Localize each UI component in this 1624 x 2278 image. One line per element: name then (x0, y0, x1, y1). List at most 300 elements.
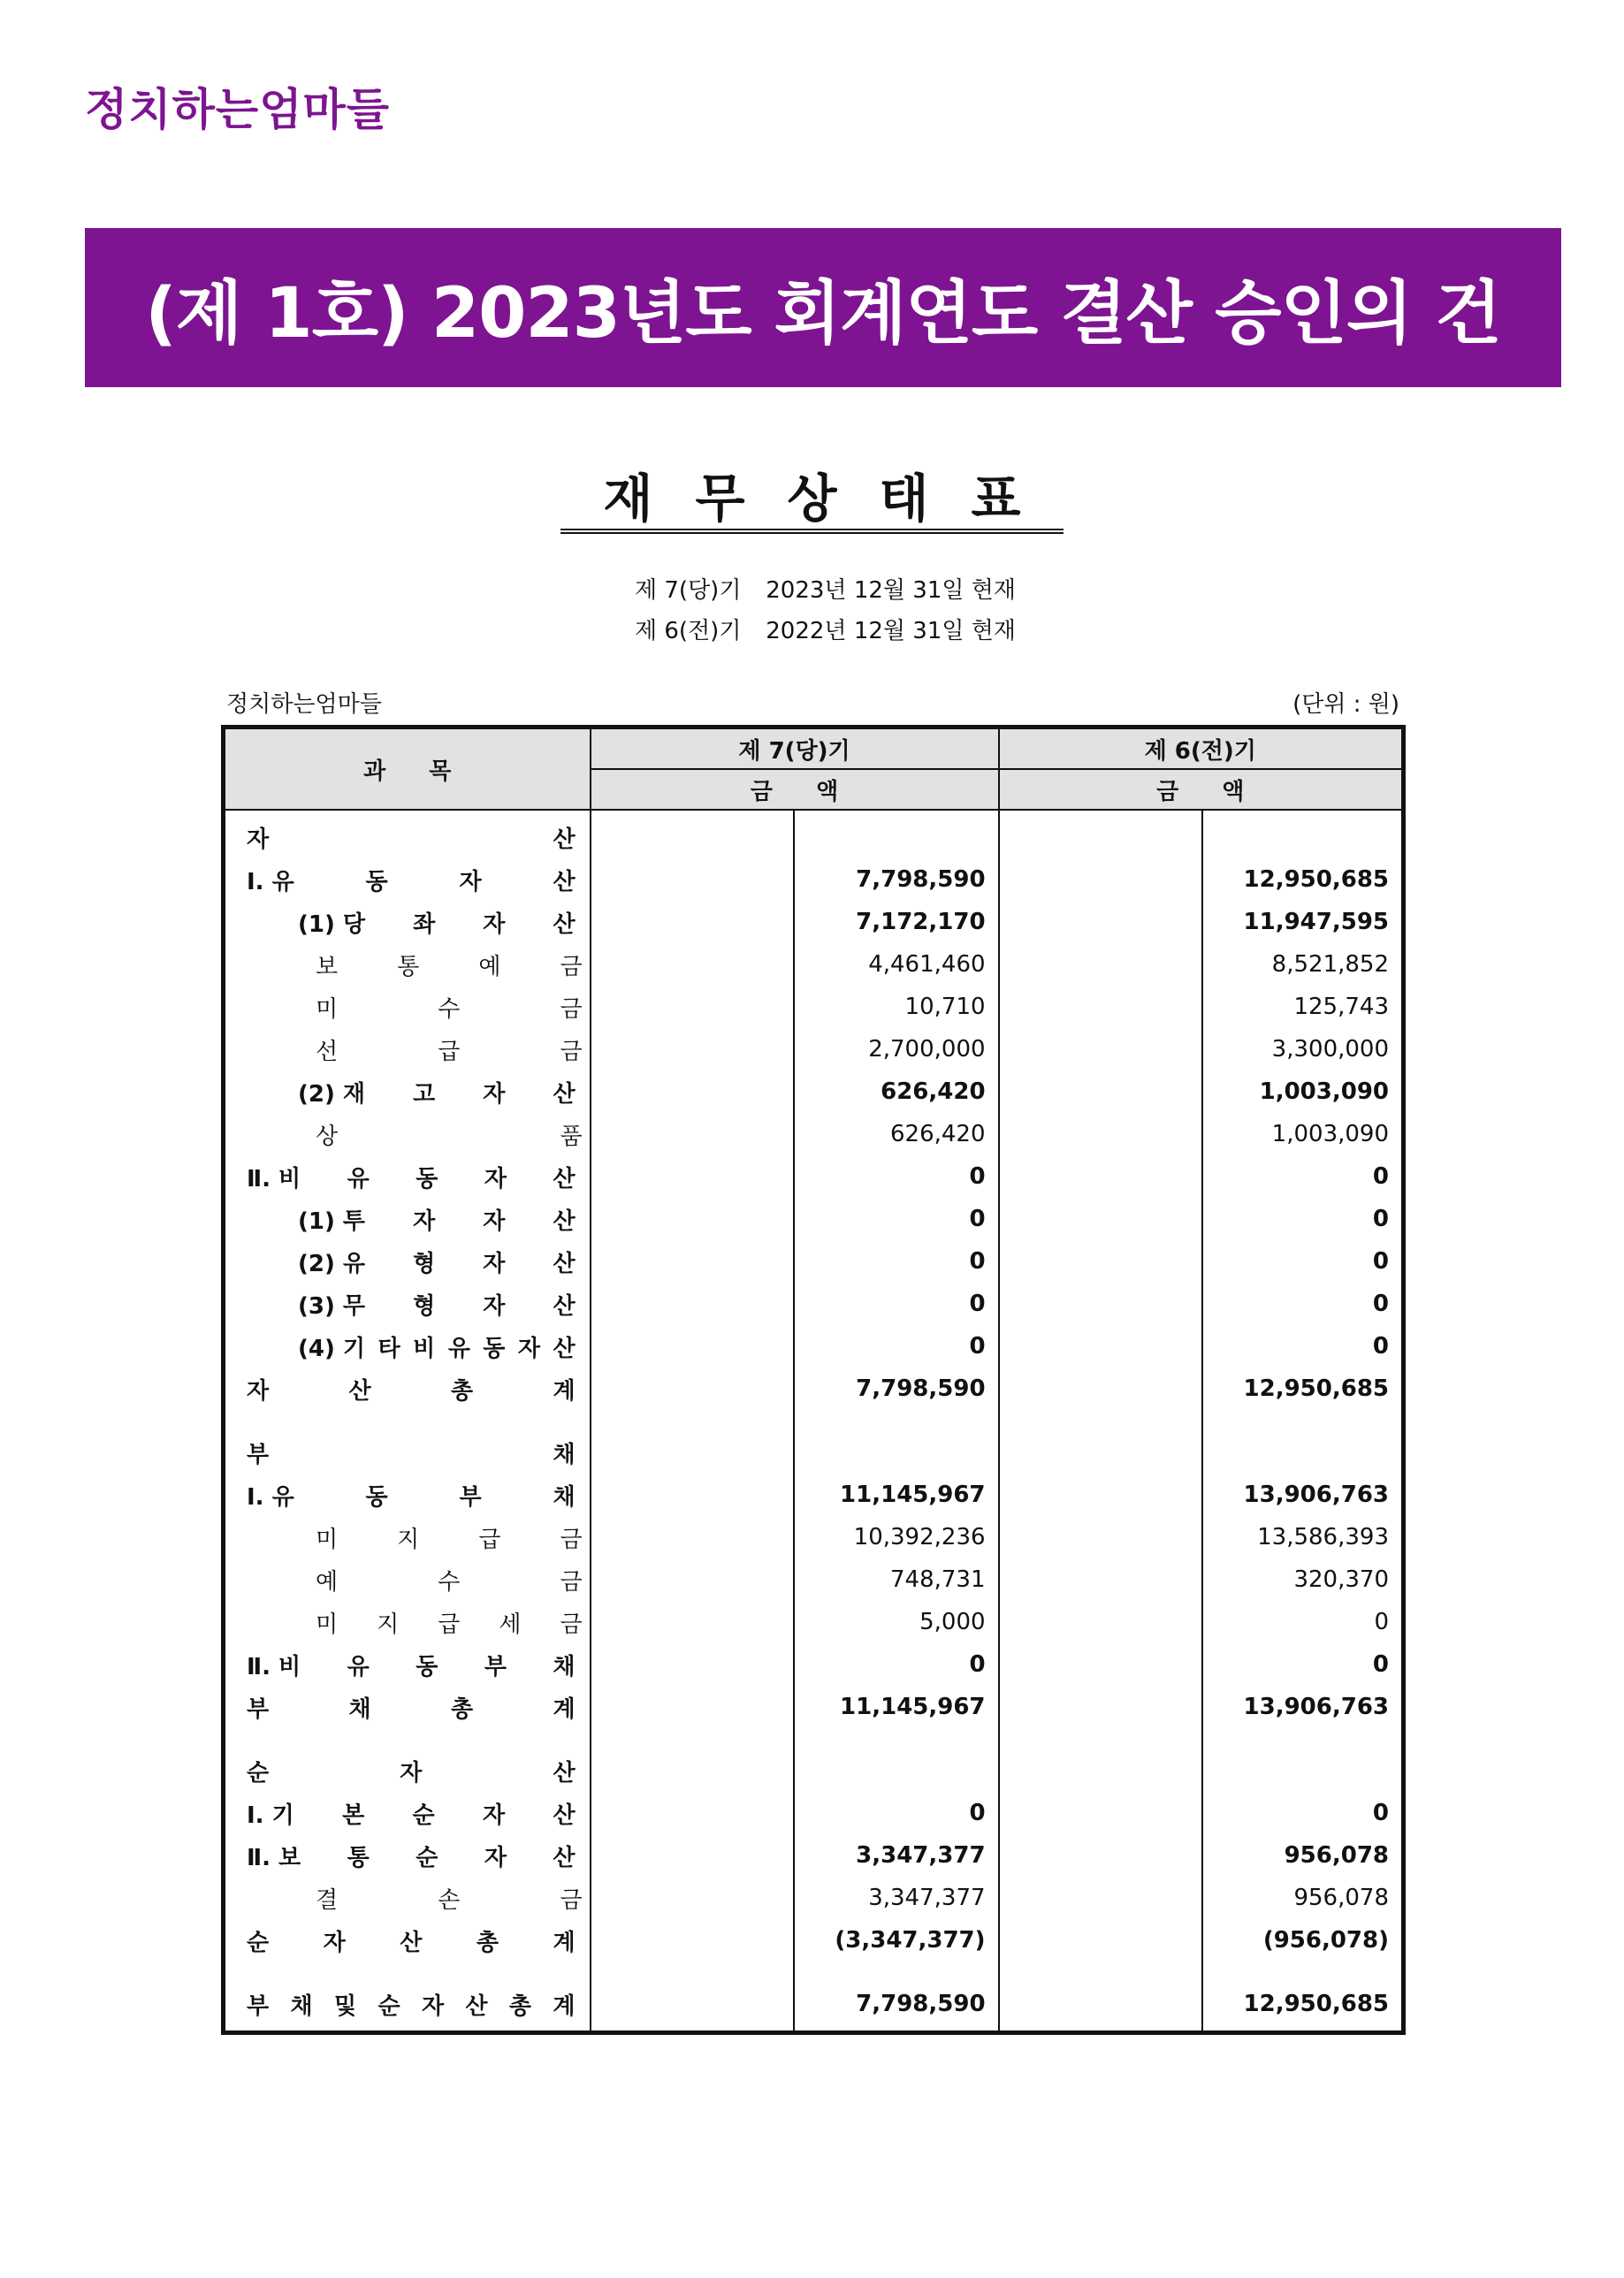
table-row (224, 1643, 1404, 1686)
prior-amount-cell: 956,078 (1202, 1834, 1404, 1877)
account-label-part: 동 (483, 1335, 506, 1362)
period-prior-label: 제 6(전)기 (635, 618, 742, 644)
prior-sub-cell (999, 943, 1202, 986)
current-sub-cell (591, 1749, 794, 1792)
agenda-title: (제 1호) 2023년도 회계연도 결산 승인의 건 (145, 274, 1501, 354)
current-sub-cell (591, 858, 794, 901)
prior-amount-cell: 320,370 (1202, 1558, 1404, 1601)
current-sub-cell (591, 986, 794, 1028)
statement-periods (635, 570, 1016, 651)
table-row (224, 1028, 1404, 1070)
current-amount-cell (794, 810, 999, 858)
account-label-part: 결 (316, 1886, 339, 1914)
account-label-part: 예 (478, 953, 501, 980)
account-label-part: 상 (316, 1123, 339, 1150)
account-label-cell (224, 1198, 591, 1240)
account-label-part: 지 (397, 1526, 420, 1553)
table-row (224, 1431, 1404, 1474)
prior-sub-cell (999, 1919, 1202, 1962)
account-label-part: 금 (560, 1611, 583, 1638)
current-amount-cell (794, 1749, 999, 1792)
agenda-banner (85, 228, 1561, 387)
account-label-part: 자 (484, 1844, 507, 1871)
spacer-cell (794, 1962, 999, 1983)
header-item-text: 과 목 (363, 758, 452, 785)
padding-cell (1202, 2025, 1404, 2033)
table-row (224, 1686, 1404, 1728)
current-amount-cell: 0 (794, 1240, 999, 1283)
account-label-part: 동 (416, 1653, 438, 1680)
current-sub-cell (591, 1834, 794, 1877)
account-label-part: (3) 무 (298, 1292, 366, 1320)
account-label-part: 산 (553, 910, 576, 938)
prior-amount-cell: 0 (1202, 1155, 1404, 1198)
current-amount-cell: 626,420 (794, 1113, 999, 1155)
current-sub-cell (591, 1983, 794, 2025)
table-row (224, 1516, 1404, 1558)
account-label-cell (224, 1877, 591, 1919)
table-spacer-row (224, 1410, 1404, 1431)
current-amount-cell: 748,731 (794, 1558, 999, 1601)
prior-sub-cell (999, 1601, 1202, 1643)
period-current-label: 제 7(당)기 (635, 577, 742, 604)
table-row (224, 1155, 1404, 1198)
prior-sub-cell (999, 1325, 1202, 1368)
prior-amount-cell (1202, 1749, 1404, 1792)
account-label-part: 총 (476, 1929, 499, 1956)
account-label-part: 자 (484, 1165, 507, 1192)
spacer-cell (1202, 1410, 1404, 1431)
account-label-part: 동 (416, 1165, 438, 1192)
account-label-part: 산 (553, 1165, 576, 1192)
prior-sub-cell (999, 1558, 1202, 1601)
account-label-part: Ⅱ. 비 (247, 1165, 301, 1192)
prior-amount-cell (1202, 810, 1404, 858)
account-label-part: 산 (348, 1377, 371, 1405)
table-bottom-padding (224, 2025, 1404, 2033)
prior-sub-cell (999, 1686, 1202, 1728)
account-label-part: 자 (483, 1802, 506, 1829)
prior-sub-cell (999, 986, 1202, 1028)
account-label-cell (224, 1834, 591, 1877)
table-row (224, 1325, 1404, 1368)
spacer-cell (794, 1728, 999, 1749)
prior-amount-cell (1202, 1431, 1404, 1474)
account-label-part: 고 (413, 1080, 436, 1108)
account-label-part: (2) 재 (298, 1080, 366, 1108)
account-label-part: 순 (412, 1802, 435, 1829)
current-sub-cell (591, 1028, 794, 1070)
current-sub-cell (591, 1919, 794, 1962)
statement-title (0, 469, 1624, 534)
prior-amount-cell: 0 (1202, 1325, 1404, 1368)
account-label-part: 채 (553, 1653, 576, 1680)
spacer-cell (999, 1962, 1202, 1983)
current-amount-cell: 0 (794, 1198, 999, 1240)
table-row (224, 1601, 1404, 1643)
account-label-part: 동 (365, 868, 388, 895)
account-label-part: 자 (323, 1929, 346, 1956)
current-sub-cell (591, 1155, 794, 1198)
prior-amount-cell: 12,950,685 (1202, 858, 1404, 901)
current-sub-cell (591, 1516, 794, 1558)
account-label-part: (2) 유 (298, 1250, 366, 1277)
account-label-cell (224, 1792, 591, 1834)
account-label-part: 순 (247, 1929, 270, 1956)
table-row (224, 810, 1404, 858)
account-label-part: 좌 (413, 910, 436, 938)
account-label-part: (4) 기 (298, 1335, 366, 1362)
account-label-cell (224, 1686, 591, 1728)
account-label-part: 자 (483, 910, 506, 938)
table-row (224, 1283, 1404, 1325)
period-prior (635, 611, 1016, 651)
account-label-part: 산 (400, 1929, 423, 1956)
current-amount-cell: 5,000 (794, 1601, 999, 1643)
account-label-part: 채 (348, 1695, 371, 1723)
table-row (224, 1834, 1404, 1877)
account-label-part: 급 (478, 1526, 501, 1553)
account-label-part: 산 (553, 868, 576, 895)
account-label-part: 수 (438, 995, 461, 1023)
account-label-part: 부 (247, 1695, 270, 1723)
table-row (224, 1877, 1404, 1919)
current-amount-cell: 2,700,000 (794, 1028, 999, 1070)
account-label-part: 미 (316, 1526, 339, 1553)
account-label-part: 금 (560, 953, 583, 980)
table-spacer-row (224, 1962, 1404, 1983)
account-label-part: 채 (553, 1483, 576, 1511)
account-label-part: 부 (247, 1992, 270, 2020)
prior-sub-cell (999, 810, 1202, 858)
table-row (224, 1368, 1404, 1410)
prior-sub-cell (999, 1198, 1202, 1240)
current-amount-cell: 11,145,967 (794, 1686, 999, 1728)
current-sub-cell (591, 1113, 794, 1155)
account-label-part: 타 (377, 1335, 400, 1362)
account-label-cell (224, 1283, 591, 1325)
account-label-part: Ⅱ. 보 (247, 1844, 301, 1871)
prior-sub-cell (999, 1749, 1202, 1792)
account-label-part: (1) 투 (298, 1208, 366, 1235)
current-amount-cell: 10,392,236 (794, 1516, 999, 1558)
spacer-cell (591, 1962, 794, 1983)
account-label-part: 계 (553, 1992, 576, 2020)
account-label-part: 자 (483, 1208, 506, 1235)
prior-sub-cell (999, 1792, 1202, 1834)
table-row (224, 1198, 1404, 1240)
account-label-part: 산 (553, 1080, 576, 1108)
spacer-cell (224, 1962, 591, 1983)
current-sub-cell (591, 1601, 794, 1643)
prior-amount-cell: 13,586,393 (1202, 1516, 1404, 1558)
current-amount-cell: 626,420 (794, 1070, 999, 1113)
prior-sub-cell (999, 1283, 1202, 1325)
account-label-cell (224, 1113, 591, 1155)
prior-amount-cell: 956,078 (1202, 1877, 1404, 1919)
current-amount-cell: 0 (794, 1283, 999, 1325)
header-item (224, 728, 591, 811)
spacer-cell (1202, 1728, 1404, 1749)
account-label-part: 산 (553, 1335, 576, 1362)
table-row (224, 1113, 1404, 1155)
account-label-cell (224, 858, 591, 901)
current-sub-cell (591, 1686, 794, 1728)
account-label-part: Ⅱ. 비 (247, 1653, 301, 1680)
account-label-cell (224, 1155, 591, 1198)
current-sub-cell (591, 1240, 794, 1283)
current-amount-cell: 3,347,377 (794, 1877, 999, 1919)
spacer-cell (999, 1410, 1202, 1431)
account-label-part: 및 (333, 1992, 357, 2020)
account-label-part: (1) 당 (298, 910, 366, 938)
prior-sub-cell (999, 1431, 1202, 1474)
spacer-cell (224, 1410, 591, 1431)
header-current-period: 제 7(당)기 (591, 728, 999, 770)
table-row (224, 943, 1404, 986)
account-label-part: 산 (553, 1250, 576, 1277)
account-label-part: 총 (508, 1992, 532, 2020)
account-label-cell (224, 1919, 591, 1962)
prior-sub-cell (999, 1983, 1202, 2025)
padding-cell (794, 2025, 999, 2033)
account-label-cell (224, 810, 591, 858)
current-sub-cell (591, 1643, 794, 1686)
current-sub-cell (591, 1474, 794, 1516)
prior-amount-cell: 0 (1202, 1240, 1404, 1283)
prior-sub-cell (999, 1155, 1202, 1198)
prior-amount-cell: 13,906,763 (1202, 1686, 1404, 1728)
account-label-part: 세 (499, 1611, 522, 1638)
prior-sub-cell (999, 1516, 1202, 1558)
account-label-cell (224, 901, 591, 943)
account-label-part: 산 (553, 1802, 576, 1829)
organization-name: 정치하는엄마들 (226, 691, 382, 718)
current-sub-cell (591, 943, 794, 986)
account-label-part: 부 (459, 1483, 482, 1511)
account-label-part: 지 (377, 1611, 400, 1638)
table-row (224, 1749, 1404, 1792)
current-sub-cell (591, 1792, 794, 1834)
current-sub-cell (591, 1877, 794, 1919)
prior-amount-cell: 11,947,595 (1202, 901, 1404, 943)
current-amount-cell: 4,461,460 (794, 943, 999, 986)
account-label-part: 형 (413, 1292, 436, 1320)
account-label-cell (224, 1431, 591, 1474)
prior-amount-cell: (956,078) (1202, 1919, 1404, 1962)
account-label-part: 산 (465, 1992, 488, 2020)
period-current-date: 2023년 12월 31일 현재 (766, 577, 1016, 604)
account-label-part: 자 (517, 1335, 540, 1362)
table-spacer-row (224, 1728, 1404, 1749)
prior-amount-cell: 125,743 (1202, 986, 1404, 1028)
current-sub-cell (591, 1325, 794, 1368)
account-label-part: 수 (438, 1568, 461, 1596)
prior-amount-cell: 13,906,763 (1202, 1474, 1404, 1516)
spacer-cell (224, 1728, 591, 1749)
prior-amount-cell: 0 (1202, 1643, 1404, 1686)
account-label-part: 통 (397, 953, 420, 980)
account-label-part: 계 (553, 1377, 576, 1405)
table-row (224, 986, 1404, 1028)
current-amount-cell: 0 (794, 1792, 999, 1834)
table-row (224, 901, 1404, 943)
account-label-cell (224, 1240, 591, 1283)
account-label-part: 동 (365, 1483, 388, 1511)
account-label-part: 손 (438, 1886, 461, 1914)
account-label-part: Ⅰ. 기 (247, 1802, 294, 1829)
header-prior-amount: 금 액 (999, 769, 1404, 810)
account-label-part: 산 (553, 1208, 576, 1235)
table-row (224, 1070, 1404, 1113)
prior-sub-cell (999, 1028, 1202, 1070)
prior-sub-cell (999, 1240, 1202, 1283)
prior-sub-cell (999, 1070, 1202, 1113)
account-label-cell (224, 986, 591, 1028)
account-label-part: 형 (413, 1250, 436, 1277)
account-label-part: 비 (413, 1335, 436, 1362)
account-label-part: 산 (553, 1759, 576, 1787)
spacer-cell (794, 1410, 999, 1431)
account-label-part: 본 (342, 1802, 365, 1829)
padding-cell (591, 2025, 794, 2033)
current-amount-cell: 7,172,170 (794, 901, 999, 943)
account-label-part: 예 (316, 1568, 339, 1596)
account-label-part: 산 (553, 1844, 576, 1871)
account-label-part: 채 (290, 1992, 313, 2020)
prior-sub-cell (999, 1834, 1202, 1877)
current-amount-cell: 10,710 (794, 986, 999, 1028)
spacer-cell (591, 1410, 794, 1431)
account-label-cell (224, 1749, 591, 1792)
current-amount-cell: 0 (794, 1155, 999, 1198)
account-label-part: 순 (377, 1992, 400, 2020)
account-label-cell (224, 1070, 591, 1113)
prior-sub-cell (999, 1474, 1202, 1516)
account-label-part: 총 (450, 1695, 474, 1723)
account-label-part: 총 (450, 1377, 474, 1405)
account-label-part: 금 (560, 1568, 583, 1596)
current-sub-cell (591, 1198, 794, 1240)
header-current-amount: 금 액 (591, 769, 999, 810)
prior-amount-cell: 12,950,685 (1202, 1368, 1404, 1410)
account-label-part: 통 (347, 1844, 370, 1871)
account-label-part: 금 (560, 995, 583, 1023)
current-amount-cell: 0 (794, 1643, 999, 1686)
account-label-part: 순 (247, 1759, 270, 1787)
table-row (224, 1983, 1404, 2025)
account-label-part: 자 (459, 868, 482, 895)
balance-sheet-body (224, 810, 1404, 2033)
spacer-cell (1202, 1962, 1404, 1983)
prior-sub-cell (999, 1877, 1202, 1919)
period-current (635, 570, 1016, 611)
prior-sub-cell (999, 1643, 1202, 1686)
current-amount-cell: 3,347,377 (794, 1834, 999, 1877)
account-label-part: 급 (438, 1038, 461, 1065)
table-row (224, 1240, 1404, 1283)
spacer-cell (999, 1728, 1202, 1749)
account-label-part: 금 (560, 1038, 583, 1065)
prior-amount-cell: 3,300,000 (1202, 1028, 1404, 1070)
header-prior-period: 제 6(전)기 (999, 728, 1404, 770)
account-label-part: Ⅰ. 유 (247, 868, 294, 895)
account-label-part: 자 (400, 1759, 423, 1787)
account-label-part: 유 (347, 1165, 370, 1192)
account-label-part: 계 (553, 1929, 576, 1956)
current-sub-cell (591, 1368, 794, 1410)
account-label-part: 계 (553, 1695, 576, 1723)
account-label-cell (224, 1028, 591, 1070)
account-label-part: 자 (483, 1250, 506, 1277)
table-row (224, 1474, 1404, 1516)
account-label-part: 유 (447, 1335, 470, 1362)
account-label-part: 순 (416, 1844, 438, 1871)
current-amount-cell: 11,145,967 (794, 1474, 999, 1516)
account-label-part: 금 (560, 1526, 583, 1553)
unit-label: (단위 : 원) (1292, 691, 1399, 718)
prior-amount-cell: 0 (1202, 1198, 1404, 1240)
account-label-part: 자 (413, 1208, 436, 1235)
prior-amount-cell: 1,003,090 (1202, 1113, 1404, 1155)
prior-sub-cell (999, 1368, 1202, 1410)
padding-cell (224, 2025, 591, 2033)
prior-amount-cell: 1,003,090 (1202, 1070, 1404, 1113)
account-label-cell (224, 1983, 591, 2025)
spacer-cell (591, 1728, 794, 1749)
current-amount-cell: 7,798,590 (794, 1983, 999, 2025)
account-label-part: 산 (553, 826, 576, 853)
prior-amount-cell: 8,521,852 (1202, 943, 1404, 986)
account-label-part: Ⅰ. 유 (247, 1483, 294, 1511)
account-label-cell (224, 1516, 591, 1558)
prior-amount-cell: 12,950,685 (1202, 1983, 1404, 2025)
balance-sheet-table (221, 725, 1406, 2035)
prior-amount-cell: 0 (1202, 1283, 1404, 1325)
current-sub-cell (591, 1283, 794, 1325)
account-label-part: 미 (316, 995, 339, 1023)
current-sub-cell (591, 901, 794, 943)
account-label-part: 채 (553, 1441, 576, 1468)
account-label-cell (224, 1325, 591, 1368)
account-label-part: 자 (247, 826, 270, 853)
account-label-part: 자 (247, 1377, 270, 1405)
table-row (224, 1558, 1404, 1601)
statement-title-text: 재무상태표 (560, 469, 1063, 534)
account-label-part: 급 (438, 1611, 461, 1638)
prior-sub-cell (999, 858, 1202, 901)
prior-sub-cell (999, 901, 1202, 943)
current-sub-cell (591, 1558, 794, 1601)
current-amount-cell: 7,798,590 (794, 1368, 999, 1410)
current-sub-cell (591, 1070, 794, 1113)
account-label-part: 금 (560, 1886, 583, 1914)
account-label-part: 품 (560, 1123, 583, 1150)
current-amount-cell: 0 (794, 1325, 999, 1368)
account-label-part: 자 (483, 1292, 506, 1320)
account-label-cell (224, 943, 591, 986)
account-label-cell (224, 1558, 591, 1601)
prior-amount-cell: 0 (1202, 1792, 1404, 1834)
account-label-part: 선 (316, 1038, 339, 1065)
account-label-part: 부 (484, 1653, 507, 1680)
current-sub-cell (591, 810, 794, 858)
padding-cell (999, 2025, 1202, 2033)
account-label-part: 산 (553, 1292, 576, 1320)
account-label-part: 자 (483, 1080, 506, 1108)
current-sub-cell (591, 1431, 794, 1474)
current-amount-cell: (3,347,377) (794, 1919, 999, 1962)
